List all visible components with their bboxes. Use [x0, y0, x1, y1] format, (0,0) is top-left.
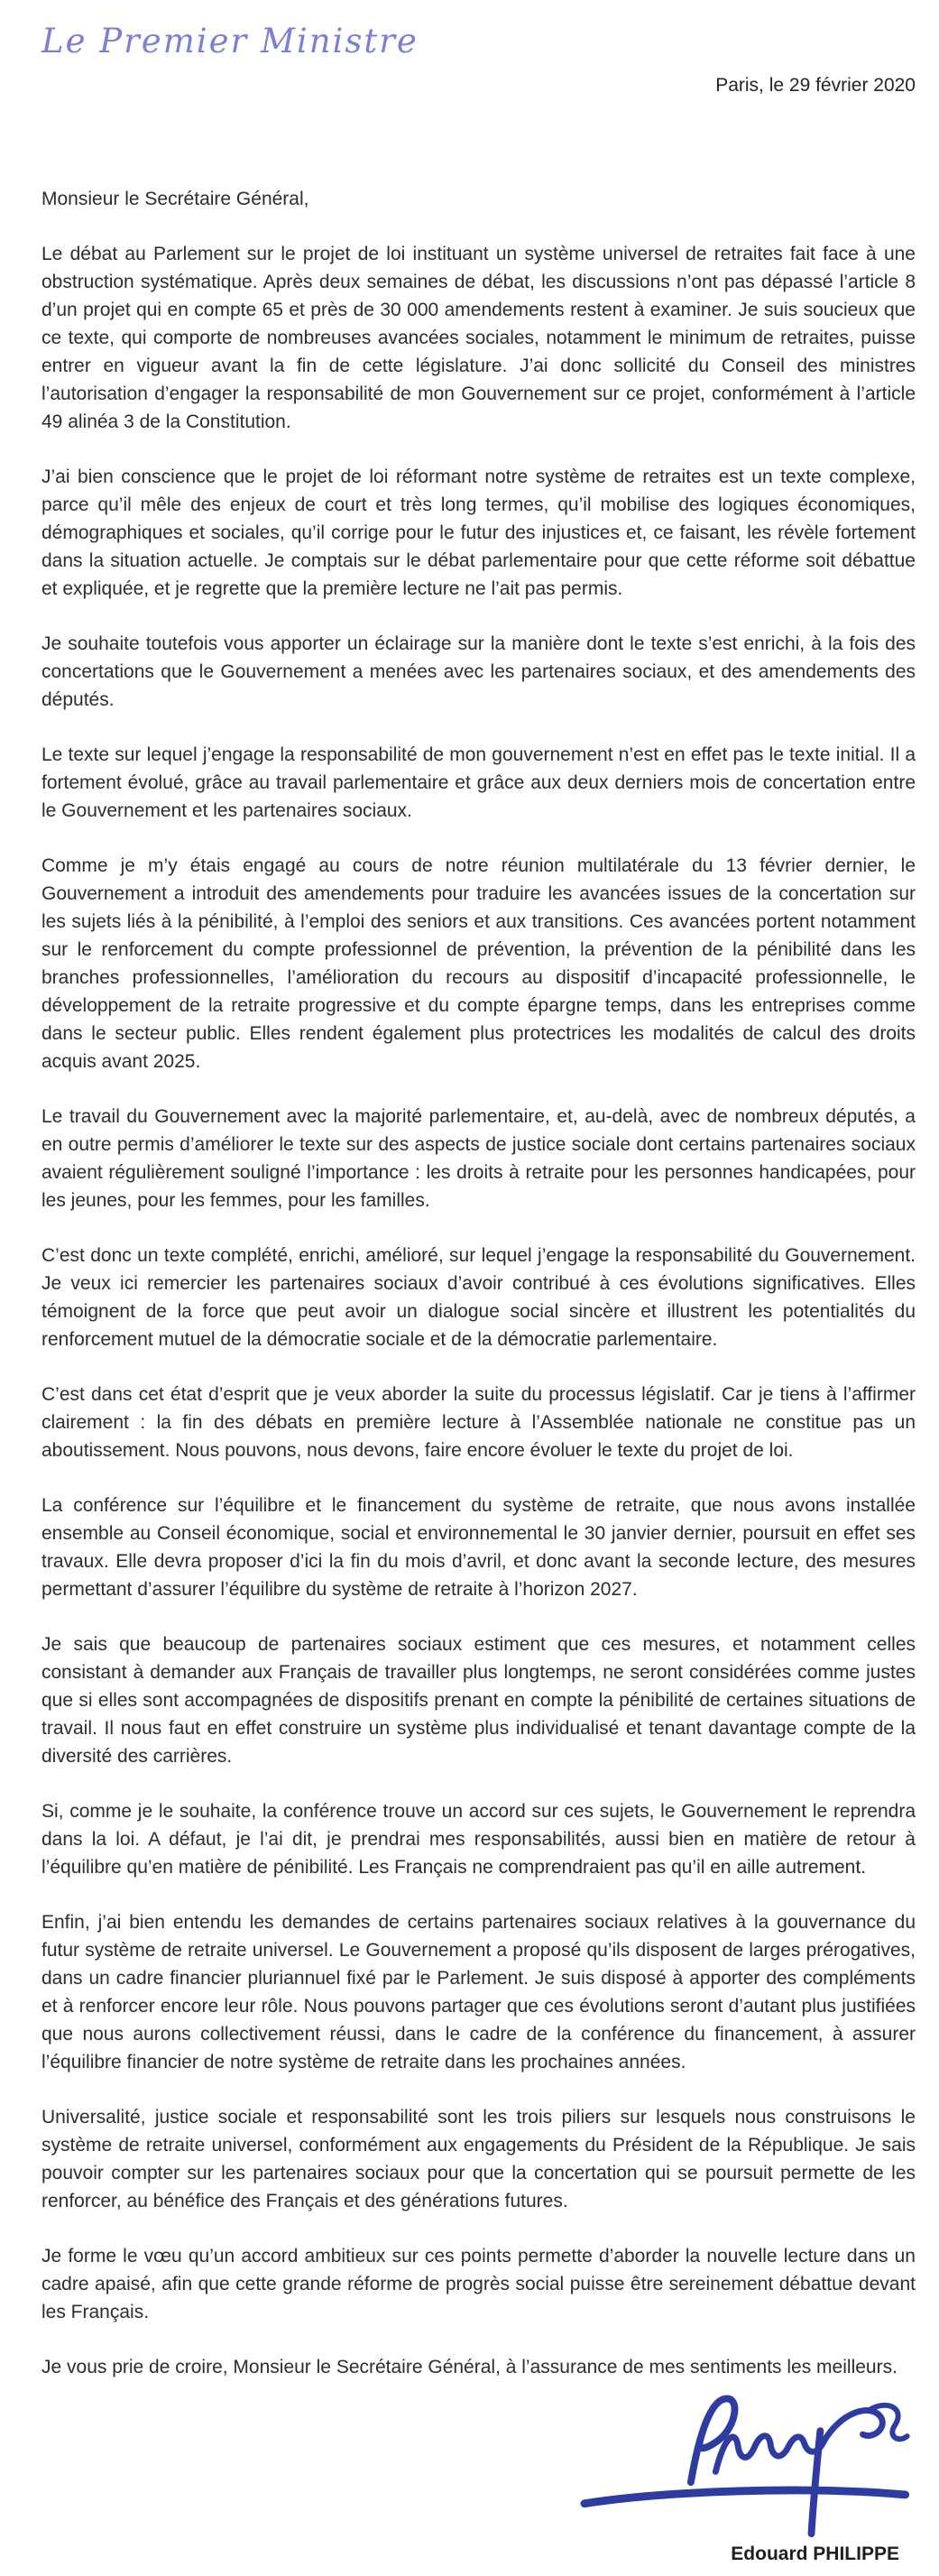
letter-body [41, 240, 916, 2326]
signature-block [41, 2387, 916, 2565]
letterhead-title: Le Premier Ministre [41, 22, 419, 60]
paragraph: Je souhaite toutefois vous apporter un éclairage sur la manière dont le texte s’est enrichi, à la fois des concertations que le Gouvernement a menées avec les partenaires sociaux, et des amendements des députés. [41, 633, 916, 710]
paragraph: Universalité, justice sociale et responsabilité sont les trois piliers sur lesquels nous construisons le système de retraite universel, conformément aux engagements du Président de la République. Je sais pouvoir compter sur les partenaires sociaux pour que la concertation qui se poursuit permette de les renforcer, au bénéfice des Français et des générations futures. [41, 2107, 916, 2211]
paragraph: J’ai bien conscience que le projet de loi réformant notre système de retraites est un texte complexe, parce qu’il mêle des enjeux de court et très long termes, qu’il mobilise des logiques économiques, démographiques et sociales, qu’il corrige pour le futur des injustices et, ce faisant, les révèle fortement dans la situation actuelle. Je comptais sur le débat parlementaire pour que cette réforme soit débattue et expliquée, et je regrette que la première lecture ne l’ait pas permis. [41, 466, 916, 599]
paragraph: Le texte sur lequel j’engage la responsabilité de mon gouvernement n’est en effet pas le texte initial. Il a fortement évolué, grâce au travail parlementaire et grâce aux deux derniers mois de concertation entre le Gouvernement et les partenaires sociaux. [41, 744, 916, 821]
salutation: Monsieur le Secrétaire Général, [41, 189, 309, 209]
paragraph: Le débat au Parlement sur le projet de loi instituant un système universel de retraites fait face à une obstruction systématique. Après deux semaines de débat, les discussions n’ont pas dépassé l’article 8 d’un projet qui en compte 65 et près de 30 000 amendements restent à examiner. Je suis soucieux que ce texte, qui comporte de nombreuses avancées sociales, notamment le minimum de retraites, puisse entrer en vigueur avant la fin de cette législature. J’ai donc sollicité du Conseil des ministres l’autorisation d’engager la responsabilité de mon Gouvernement sur ce projet, conformément à l’article 49 alinéa 3 de la Constitution. [41, 244, 916, 432]
paragraph: La conférence sur l’équilibre et le financement du système de retraite, que nous avons installée ensemble au Conseil économique, social et environnemental le 30 janvier dernier, poursuit en effet ses travaux. Elle devra proposer d’ici la fin du mois d’avril, et donc avant la seconde lecture, des mesures permettant d’assurer l’équilibre du système de retraite à l’horizon 2027. [41, 1495, 916, 1600]
signature-stroke [715, 2436, 824, 2472]
signature-stroke [812, 2431, 821, 2534]
paragraph: Je forme le vœu qu’un accord ambitieux sur ces points permette d’aborder la nouvelle lecture dans un cadre apaisé, afin que cette grande réforme de progrès social puisse être sereinement débattue devant les Français. [41, 2246, 916, 2322]
paragraph: C’est donc un texte complété, enrichi, amélioré, sur lequel j’engage la responsabilité du Gouvernement. Je veux ici remercier les partenaires sociaux d’avoir contribué à ces évolutions significatives. Elles témoignent de la force que peut avoir un dialogue social sincère et illustrent les potentialités du renforcement mutuel de la démocratie sociale et de la démocratie parlementaire. [41, 1245, 916, 1350]
signature-scribble [555, 2387, 916, 2542]
paragraph: C’est dans cet état d’esprit que je veux aborder la suite du processus législatif. Car je tiens à l’affirmer clairement : la fin des débats en première lecture à l’Assemblée nationale ne constitue pas un aboutissement. Nous pouvons, nous devons, faire encore évoluer le texte du projet de loi. [41, 1384, 916, 1461]
paragraph: Le travail du Gouvernement avec la majorité parlementaire, et, au-delà, avec de nombreux députés, a en outre permis d’améliorer le texte sur des aspects de justice sociale dont certains partenaires sociaux avaient régulièrement souligné l’importance : les droits à retraite pour les personnes handicapées, pour les jeunes, pour les femmes, pour les familles. [41, 1106, 916, 1211]
signature-stroke [824, 2410, 882, 2441]
closing-line: Je vous prie de croire, Monsieur le Secrétaire Général, à l’assurance de mes sentiments les meilleurs. [41, 2357, 898, 2377]
paragraph: Si, comme je le souhaite, la conférence trouve un accord sur ces sujets, le Gouvernement le reprendra dans la loi. A défaut, je l’ai dit, je prendrai mes responsabilités, aussi bien en matière de retour à l’équilibre qu’en matière de pénibilité. Les Français ne comprendraient pas qu’il en aille autrement. [41, 1801, 916, 1878]
date-line: Paris, le 29 février 2020 [715, 75, 916, 96]
signature-stroke [585, 2490, 906, 2504]
paragraph: Enfin, j’ai bien entendu les demandes de certains partenaires sociaux relatives à la gouvernance du futur système de retraite universel. Le Gouvernement a proposé qu’ils disposent de larges prérogatives, dans un cadre financier pluriannuel fixé par le Parlement. Je suis disposé à apporter des compléments et à renforcer encore leur rôle. Nous pouvons partager que ces évolutions seront d’autant plus justifiées que nous aurons collectivement réussi, dans le cadre de la conférence du financement, à assurer l’équilibre financier de notre système de retraite dans les prochaines années. [41, 1912, 916, 2073]
signatory-name: Edouard PHILIPPE [731, 2544, 899, 2564]
paragraph: Je sais que beaucoup de partenaires sociaux estiment que ces mesures, et notamment celles consistant à demander aux Français de travailler plus longtemps, ne seront considérées comme justes que si elles sont accompagnées de dispositifs prenant en compte la pénibilité de certaines situations de travail. Il nous faut en effet construire un système plus individualisé et tenant davantage compte de la diversité des carrières. [41, 1634, 916, 1767]
signature-ink-group [585, 2398, 907, 2534]
paragraph: Comme je m’y étais engagé au cours de notre réunion multilatérale du 13 février dernier, le Gouvernement a introduit des amendements pour traduire les avancées issues de la concertation sur les sujets liés à la pénibilité, à l’emploi des seniors et aux transitions. Ces avancées portent notamment sur le renforcement du compte professionnel de prévention, la prévention de la pénibilité dans les branches professionnelles, l’amélioration du recours au dispositif d’incapacité professionnelle, le développement de la retraite progressive et du compte épargne temps, dans les entreprises comme dans le secteur public. Elles rendent également plus protectrices les modalités de calcul des droits acquis avant 2025. [41, 855, 916, 1072]
